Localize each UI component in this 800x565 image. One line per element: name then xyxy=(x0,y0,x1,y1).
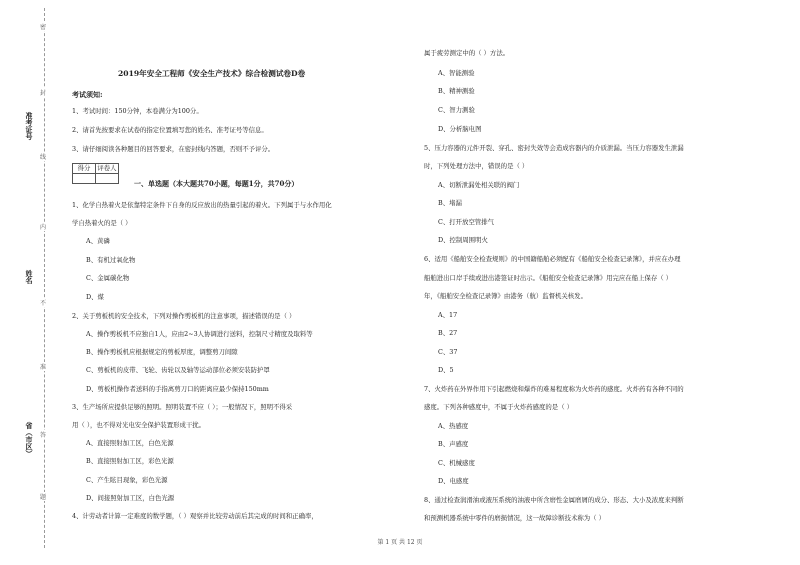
seal-char: 密 xyxy=(40,24,47,31)
answer-option: D、剪板机操作者送料的手指离剪刀口的距离应最少保持150mm xyxy=(86,385,269,393)
answer-option: C、打开放空管排气 xyxy=(438,218,495,226)
answer-option: A、智能测验 xyxy=(438,69,475,77)
grader-blank[interactable] xyxy=(96,174,119,184)
notice-heading: 考试须知: xyxy=(72,90,103,99)
answer-option: B、精神测验 xyxy=(438,87,475,95)
question-text: 2、关于剪板机的安全技术，下列对操作剪板机的注意事项，描述错误的是（ ） xyxy=(72,312,296,320)
question-text: 4、计劳动者计算一定难度的数学题，（ ）观察并比较劳动前后其完成的时间和正确率， xyxy=(72,512,318,520)
answer-option: A、17 xyxy=(438,311,458,319)
question-text: 5、压力容器的元件开裂、穿孔、密封失效等会造成容器内的介质泄漏。当压力容器发生泄漏 xyxy=(424,144,684,152)
question-text: 时，下列处理方法中，错误的是（ ） xyxy=(424,162,529,170)
seal-char: 答 xyxy=(40,432,47,439)
seal-char: 准 xyxy=(40,364,47,371)
answer-option: C、37 xyxy=(438,348,458,356)
answer-option: B、堵漏 xyxy=(438,199,462,207)
page-number: 第 1 页 共 12 页 xyxy=(377,539,423,546)
seal-char: 线 xyxy=(40,154,47,161)
notice-item: 2、请首先按要求在试卷的指定位置填写您的姓名、准考证号等信息。 xyxy=(72,126,268,134)
question-text: 属于疲劳测定中的（ ）方法。 xyxy=(424,49,510,57)
answer-option: A、直接照射加工区，白色光源 xyxy=(86,439,174,447)
question-text: 1、化学自热着火是依靠特定条件下自身的反应放出的热量引起的着火。下列属于与水作用化 xyxy=(72,201,332,209)
question-text: 感度。下列各种感度中，不属于火炸药感度的是（ ） xyxy=(424,403,574,411)
question-text: 学自热着火的是（ ） xyxy=(72,219,132,227)
notice-item: 1、考试时间：150分钟，本卷满分为100分。 xyxy=(72,107,203,115)
answer-option: C、剪板机的皮带、飞轮、齿轮以及轴等运动部位必须安装防护罩 xyxy=(86,366,270,374)
question-text: 3、生产场所应提供足够的照明。照明装置不应（ ）；一般情况下，照明不得采 xyxy=(72,403,293,411)
exam-id-label: 准考证号 xyxy=(25,112,34,140)
question-text: 年，《船舶安全检查记录簿》由港务（航）监督机关核发。 xyxy=(424,292,587,300)
answer-option: D、控制周围明火 xyxy=(438,236,488,244)
answer-option: A、操作剪板机不应独自1人，应由2~3人协调进行送料，控制尺寸精度及取料等 xyxy=(86,330,313,338)
seal-char: 内 xyxy=(40,224,47,231)
answer-option: C、机械感度 xyxy=(438,459,475,467)
question-text: 和预测机器系统中零件的磨损情况，这一故障诊断技术称为（ ） xyxy=(424,514,605,522)
question-text: 8、通过检查润滑油或液压系统的油液中所含磨性金属磨屑的成分、形态、大小及浓度来判断 xyxy=(424,496,684,504)
answer-option: A、黄磷 xyxy=(86,237,110,245)
answer-option: D、煤 xyxy=(86,293,104,301)
answer-option: A、切断泄漏处相关联的阀门 xyxy=(438,181,520,189)
seal-char: 封 xyxy=(40,90,47,97)
answer-option: D、分析脑电图 xyxy=(438,125,482,133)
name-label: 姓名 xyxy=(25,270,34,284)
answer-option: B、声感度 xyxy=(438,440,469,448)
binding-margin xyxy=(0,0,62,565)
answer-option: D、间接照射加工区，白色光源 xyxy=(86,494,175,502)
answer-option: C、金属碳化物 xyxy=(86,274,130,282)
answer-option: B、直接照射加工区，彩色光源 xyxy=(86,457,174,465)
question-text: 7、火炸药在外界作用下引起燃烧和爆炸的难易程度称为火炸药的感度。火炸药有各种不同的 xyxy=(424,385,684,393)
answer-option: B、27 xyxy=(438,329,458,337)
province-label: 省（市区） xyxy=(25,422,34,457)
answer-option: D、电感度 xyxy=(438,477,469,485)
score-cell: 得分 xyxy=(73,164,96,174)
question-text: 6、适用《船舶安全检查规则》的中国籍船舶必须配有《船舶安全检查记录簿》，并应在办理 xyxy=(424,255,681,263)
answer-option: B、有机过氧化物 xyxy=(86,256,136,264)
answer-option: C、产生眩目现象，彩色光源 xyxy=(86,476,168,484)
section-heading: 一、单选题（本大题共70小题，每题1分，共70分） xyxy=(134,179,299,188)
score-blank[interactable] xyxy=(73,174,96,184)
seal-char: 题 xyxy=(40,494,47,501)
grader-cell: 评卷人 xyxy=(97,164,117,173)
answer-option: A、热感度 xyxy=(438,422,469,430)
score-table xyxy=(72,163,119,184)
question-text: 船舶进出口岸手续或进出港签证时出示。《船舶安全检查记录簿》用完应在船上保存（ ） xyxy=(424,274,673,282)
answer-option: C、智力测验 xyxy=(438,106,475,114)
question-text: 用（ ），也不得对光电安全保护装置形成干扰。 xyxy=(72,421,206,429)
page-title: 2019年安全工程师《安全生产技术》综合检测试卷D卷 xyxy=(118,69,306,78)
seal-char: 不 xyxy=(40,300,47,307)
answer-option: D、5 xyxy=(438,366,454,374)
notice-item: 3、请仔细阅读各种题目的回答要求，在密封线内答题，否则不予评分。 xyxy=(72,145,275,153)
answer-option: B、操作剪板机应根据规定的剪板厚度，调整剪刀间隙 xyxy=(86,348,238,356)
